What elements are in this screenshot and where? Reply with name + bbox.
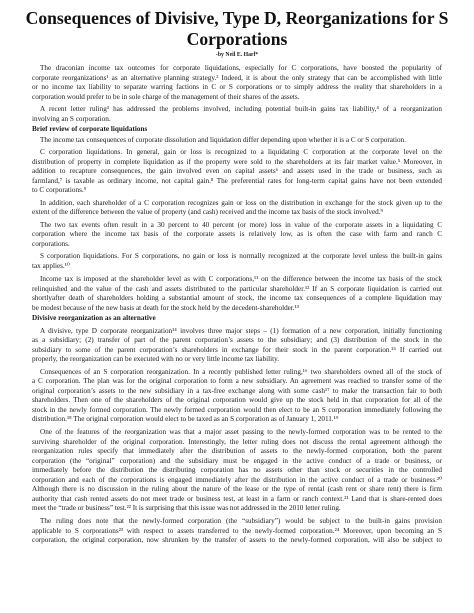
body-line: or no income tax liability to separate warring factions in C or S corporations or to simply address the reality that shareholders in a: [32, 83, 442, 91]
body-line: as a subsidiary; (2) transfer of part of the parent corporation’s assets to the subsidiary; and (3) distribution of the stock in the: [32, 336, 442, 344]
body-line: corporation would prefer to be in sole charge of the management of their shares of the assets.: [32, 92, 300, 101]
body-line: be modest because of the new basis at death for the stock held by the decedent-shareholder.¹³: [32, 303, 299, 312]
body-line: C corporation liquidations. In general, gain or loss is recognized to a liquidating C corporation at the corporate level on the: [40, 148, 442, 156]
body-line: addition to recapture consequences, the gain involved even on capital assets⁶ and assets used in the trade or business, such as: [32, 167, 442, 175]
body-line: In addition, each shareholder of a C corporation recognizes gain or loss on the distribution in exchange for the stock given up to the: [40, 198, 442, 207]
body-line: One of the features of the reorganization was that a major asset passing to the newly-formed corporation was to be rented to the: [40, 428, 442, 436]
body-line: corporation where the income tax basis of the corporate assets is relatively low, as is often the case with farm and ranch C: [32, 230, 442, 238]
body-line: The ruling does note that the newly-formed corporation (the “subsidiary”) would be subject to the built-in gains provision: [40, 517, 442, 525]
body-line: properly, the reorganization can be executed with no or very little income tax liability.: [32, 355, 280, 363]
page-title: Consequences of Divisive, Type D, Reorganizations for S Corporations: [25, 8, 449, 49]
body-line: S corporation liquidations. For S corporations, no gain or loss is normally recognized at the corporate level unless the built-in gains: [40, 252, 442, 260]
body-line: A recent letter ruling³ has addressed the problems involved, including potential built-in gains tax liability,⁴ of a reorganization: [40, 105, 442, 113]
body-line: Although there is no discussion in the ruling about the nature of the lease or the type of rental (cash rent or share rent) there is firm: [32, 485, 442, 493]
body-line: The income tax consequences of corporate dissolution and liquidation differ depending upon whether it is a C or S corporation.: [40, 136, 406, 144]
body-line: reorganization rules specify that immediately after the distribution of assets to the newly-formed corporation, both the parent: [32, 447, 442, 455]
body-line: meet the “trade or business” test.²² It is surprising that this issue was not addressed in the 2010 letter ruling.: [32, 504, 341, 512]
section-heading: Divisive reorganization as an alternative: [32, 314, 156, 322]
body-line: subsidiary to some of the parent corporation’s shareholders in exchange for their stock in the parent corporation.¹⁵ If carried out: [32, 345, 442, 354]
body-line: distribution.¹⁸ The original corporation would elect to be taxed as an S corporation as of January 1, 2011.¹⁹: [32, 415, 339, 423]
body-line: distribution of property in complete liquidation as if the property were sold to the shareholders at its fair market value.⁵ Moreover, in: [32, 157, 442, 166]
body-line: involving an S corporation.: [32, 114, 111, 123]
author-byline: -by Neil E. Harl*: [215, 52, 259, 58]
body-line: extent of the difference between the value of property (and cash) received and the income tax basis of the stock involved.⁹: [32, 208, 384, 216]
body-line: The draconian income tax outcomes for corporate liquidations, especially for C corporations, have boosted the popularity of: [40, 64, 442, 72]
body-line: immediately before the distribution the distributing corporation has no assets other than stock or securities in the controlled: [32, 466, 442, 474]
body-line: stock in the newly formed corporation. The newly formed corporation would then elect to be an S corporation immediately following the: [32, 405, 442, 414]
body-line: Income tax is imposed at the shareholder level as with C corporations,¹¹ on the difference between the income tax basis of the stock: [40, 275, 442, 283]
body-line: corporation and each of the corporations is engaged immediately after the distribution in the active conduct of a trade or business.²⁰: [32, 475, 442, 484]
body-line: to C corporations.⁹: [32, 186, 87, 194]
body-line: applicable to S corporations²³ with respect to assets transferred to the newly-formed corporation.²⁴ Moreover, upon becoming an S: [32, 526, 442, 535]
body-line: corporations.: [32, 239, 70, 248]
body-line: corporation, the original corporation, now shrunken by the transfer of assets to the newly-formed corporation, will also be subject to: [32, 536, 442, 544]
body-line: surviving shareholder of the original corporation. Interestingly, the letter ruling does not discuss the rental agreement although the: [32, 437, 442, 446]
body-line: a C corporation. The plan was for the original corporation to form a new subsidiary. An agreement was reached to transfer some of the: [32, 377, 442, 385]
body-line: A divisive, type D corporate reorganization¹⁴ involves three major steps – (1) formation of a new corporation, initially functioning: [40, 326, 442, 335]
body-line: relinquished and the value of the cash and assets distributed to the particular shareholder.¹² If an S corporate liquidation is carried out: [32, 284, 442, 293]
body-line: shareholders. Then one of the shareholders of the original corporation would give up the stock held in that corporation for all of the: [32, 396, 442, 404]
body-line: Consequences of an S corporation reorganization. In a recently published letter ruling,¹⁶ two shareholders owned all of the stock of: [40, 367, 442, 376]
body-line: tax applies.¹⁰: [32, 261, 70, 270]
section-heading: Brief review of corporate liquidations: [32, 125, 148, 133]
body-line: original corporation’s assets to the new subsidiary in a tax-free exchange along with some cash¹⁷ to make the transaction fair to both: [32, 386, 442, 395]
body-line: corporation (the “original” corporation) and the subsidiary must be engaged in the active conduct of a trade or business, or: [32, 456, 442, 465]
body-line: The two tax events often result in a 30 percent to 40 percent (or more) loss in value of the corporate assets in a liquidating C: [40, 220, 442, 229]
body-line: authority that cash rented assets do not meet trade or business test, at least in a farm or ranch context.²¹ Land that is share-rented does: [32, 494, 442, 503]
body-line: shortlyafter death of shareholders holding a substantial amount of stock, the income tax consequences of a complete liquidation may: [32, 294, 442, 302]
body-line: corporate reorganizations¹ as an alternative planning strategy.² Indeed, it is about the only strategy that can be accomplished with little: [32, 73, 442, 82]
body-line: farmland,⁷ is taxable as ordinary income, not capital gain.⁸ The preferential rates for long-term capital gains have not been extended: [32, 176, 442, 185]
